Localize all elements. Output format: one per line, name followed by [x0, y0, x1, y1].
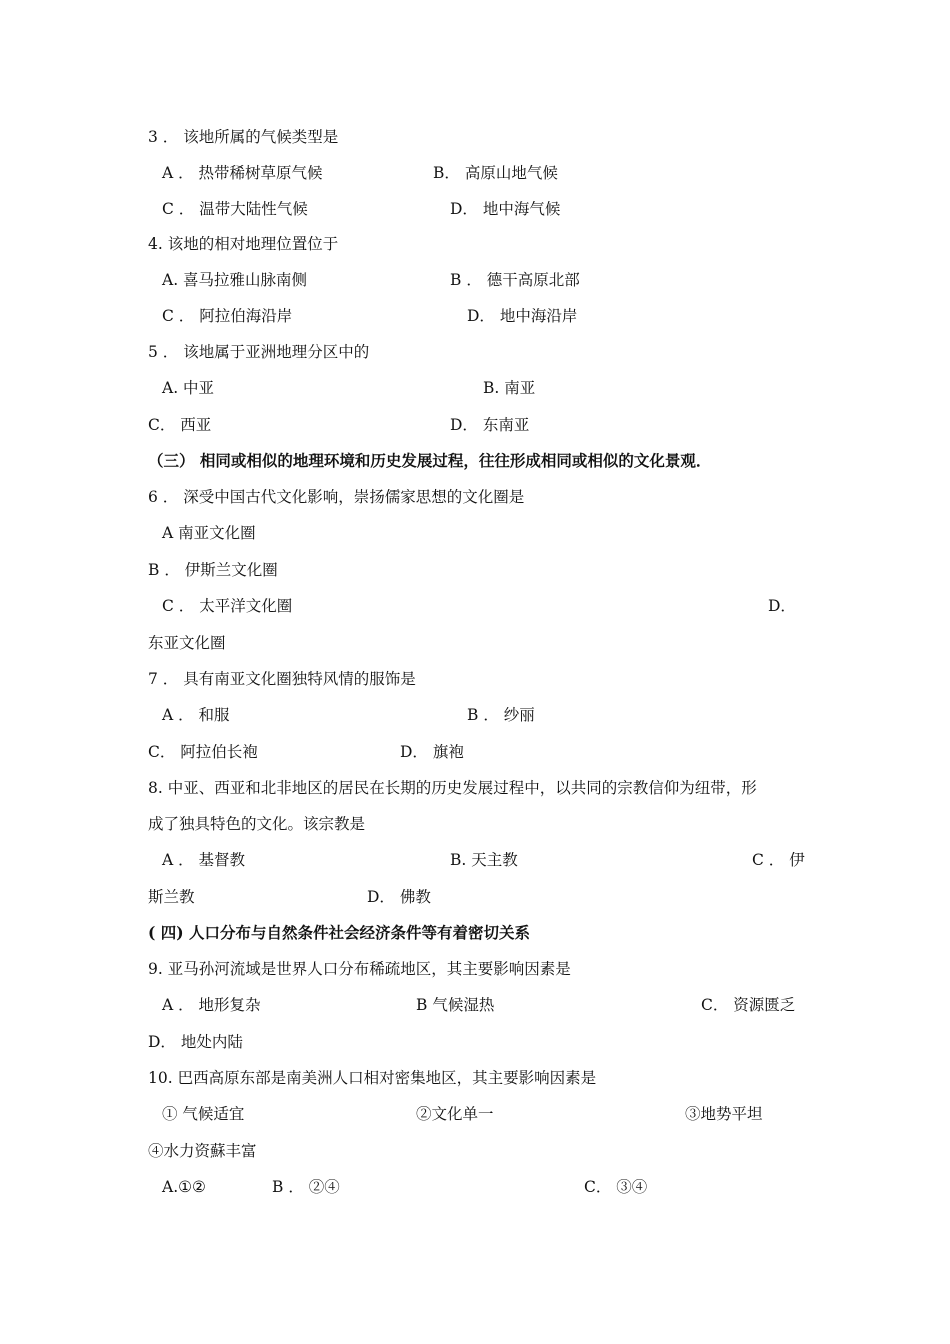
q3-stem: 3 ． 该地所属的气候类型是 — [148, 128, 339, 146]
q10-item-2: ②文化单一 — [416, 1105, 494, 1123]
q10-item-3: ③地势平坦 — [685, 1105, 763, 1123]
section-heading-4: ( 四) 人口分布与自然条件社会经济条件等有着密切关系 — [148, 923, 530, 942]
q3-option-c: C ． 温带大陆性气候 — [162, 200, 308, 218]
q8-option-a: A ． 基督教 — [162, 851, 246, 869]
q4-option-a: A. 喜马拉雅山脉南侧 — [162, 271, 308, 289]
q10-option-a: A.①② — [162, 1178, 206, 1196]
section-heading-3: （三） 相同或相似的地理环境和历史发展过程，往往形成相同或相似的文化景观． — [148, 451, 712, 470]
q6-option-c: C ． 太平洋文化圈 — [162, 597, 293, 615]
q6-stem: 6 ． 深受中国古代文化影响，崇扬儒家思想的文化圈是 — [148, 488, 525, 506]
q3-option-b: B． 高原山地气候 — [433, 164, 558, 182]
q8-option-d: D． 佛教 — [367, 888, 431, 906]
q5-option-a: A. 中亚 — [162, 379, 215, 397]
q4-option-d: D． 地中海沿岸 — [467, 307, 578, 325]
q8-option-c-part-2: 斯兰教 — [148, 888, 195, 906]
q8-stem-line-2: 成了独具特色的文化。该宗教是 — [148, 815, 366, 833]
q9-option-b: B 气候湿热 — [416, 996, 495, 1014]
q6-option-a: A 南亚文化圈 — [162, 524, 256, 542]
q10-stem: 10. 巴西高原东部是南美洲人口相对密集地区，其主要影响因素是 — [148, 1069, 597, 1087]
q9-stem: 9. 亚马孙河流域是世界人口分布稀疏地区，其主要影响因素是 — [148, 960, 571, 978]
q5-stem: 5 ． 该地属于亚洲地理分区中的 — [148, 343, 370, 361]
q6-option-b: B ． 伊斯兰文化圈 — [148, 561, 278, 579]
q7-option-c: C． 阿拉伯长袍 — [148, 743, 258, 761]
q8-option-c-part-1: C ． 伊 — [752, 851, 805, 869]
q7-option-a: A ． 和服 — [162, 706, 230, 724]
q9-option-c: C． 资源匮乏 — [701, 996, 796, 1014]
q10-item-1: ① 气候适宜 — [162, 1105, 245, 1123]
q4-option-b: B ． 德干高原北部 — [450, 271, 580, 289]
q10-item-4: ④水力资蘇丰富 — [148, 1142, 257, 1160]
q9-option-a: A ． 地形复杂 — [162, 996, 261, 1014]
q4-option-c: C ． 阿拉伯海沿岸 — [162, 307, 293, 325]
q3-option-a: A ． 热带稀树草原气候 — [162, 164, 323, 182]
q5-option-c: C． 西亚 — [148, 416, 212, 434]
q7-stem: 7 ． 具有南亚文化圈独特风情的服饰是 — [148, 670, 416, 688]
q7-option-d: D． 旗袍 — [400, 743, 464, 761]
q8-stem-line-1: 8. 中亚、西亚和北非地区的居民在长期的历史发展过程中，以共同的宗教信仰为纽带，形 — [148, 779, 757, 797]
q3-option-d: D． 地中海气候 — [450, 200, 561, 218]
q5-option-d: D． 东南亚 — [450, 416, 530, 434]
q7-option-b: B ． 纱丽 — [467, 706, 535, 724]
q8-option-b: B. 天主教 — [450, 851, 518, 869]
q6-option-d-text: 东亚文化圈 — [148, 634, 226, 652]
q4-stem: 4. 该地的相对地理位置位于 — [148, 235, 339, 253]
q6-option-d-label: D． — [768, 597, 796, 615]
q10-option-b: B ． ②④ — [272, 1178, 340, 1196]
q9-option-d: D． 地处内陆 — [148, 1033, 243, 1051]
q5-option-b: B. 南亚 — [483, 379, 536, 397]
q10-option-c: C． ③④ — [584, 1178, 648, 1196]
